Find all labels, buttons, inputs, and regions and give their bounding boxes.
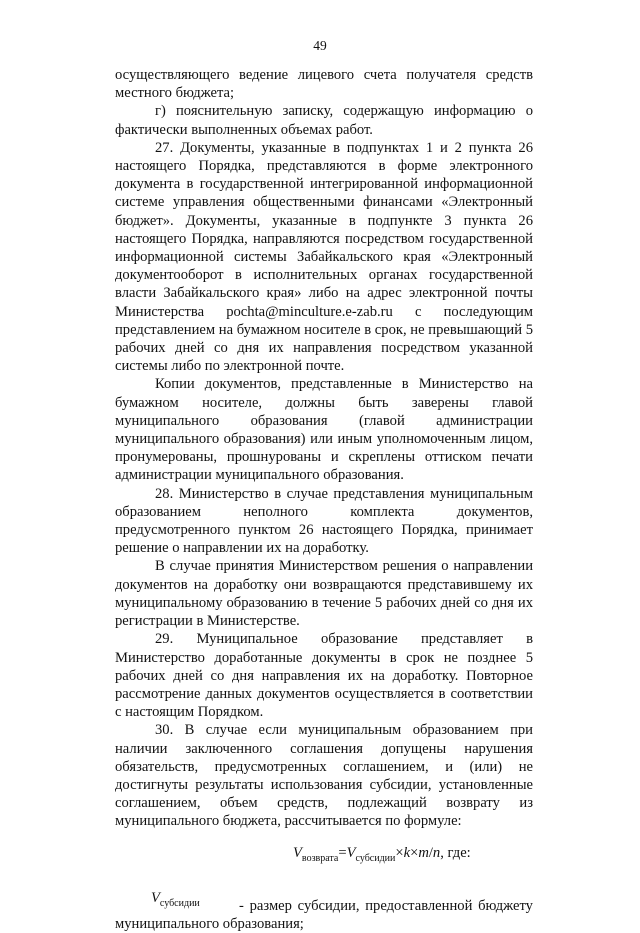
- formula-v-subsidy: V: [346, 844, 356, 861]
- paragraph-continuation: осуществляющего ведение лицевого счета получателя средств местного бюджета;: [115, 67, 533, 102]
- formula-v-return: V: [293, 844, 302, 861]
- document-body: [115, 66, 533, 933]
- paragraph-28: 28. Министерство в случае представления муниципальным образованием неполного комплекта документов, предусмотренного пунктом 26 настоящего Порядка, принимает решение о направлении их на доработку.: [115, 485, 533, 557]
- definition-symbol-sub: субсидии: [159, 897, 200, 909]
- formula-times-2: ×: [410, 844, 419, 861]
- definition-symbol-letter: V: [151, 889, 160, 906]
- paragraph-27: 27. Документы, указанные в подпунктах 1 и 2 пункта 26 настоящего Порядка, представляются в форме электронного документа в государственной интегрированной информационной системе управления общественными финансами «Электронный бюджет». Документы, указанные в подпункте 3 пункта 26 настоящего Порядка, направляются посредством государственной информационной системы Забайкальского края «Электронный документооборот в исполнительных органах государственной власти Забайкальского края» либо на адрес электронной почты Министерства pochta@minculture.e-zab.ru с последующим представлением на бумажном носителе в срок, не превышающий 5 рабочих дней со дня их направления посредством указанной системы либо по электронной почте.: [115, 139, 533, 375]
- paragraph-29: 29. Муниципальное образование представляет в Министерство доработанные документы в срок не позднее 5 рабочих дней со дня направления их на доработку. Повторное рассмотрение данных документов осуществляется в соответствии с настоящим Порядком.: [115, 631, 533, 721]
- formula-tail: , где:: [440, 844, 471, 861]
- formula-n: n: [432, 844, 441, 861]
- formula-slash: /: [428, 844, 433, 861]
- definition-continuation: муниципального образования;: [115, 915, 304, 932]
- paragraph-30: 30. В случае если муниципальным образованием при наличии заключенного соглашения допущены нарушения обязательств, предусмотренных соглашением, и (или) не достигнуты результаты использования субсидии, установленные соглашением, объем средств, подлежащий возврату из муниципального бюджета, рассчитывается по формуле:: [115, 722, 533, 830]
- definition-dash: -: [239, 897, 244, 914]
- return-formula: [115, 845, 533, 875]
- formula-m: m: [418, 844, 429, 861]
- paragraph-28-return: В случае принятия Министерством решения о направлении документов на доработку они возвращаются представившему их муниципальному образованию в течение 5 рабочих дней со дня их регистрации в Министерстве.: [115, 558, 533, 630]
- formula-sub-subsidy: субсидии: [355, 852, 396, 864]
- formula-k: k: [403, 844, 411, 861]
- formula-equals: =: [338, 844, 347, 861]
- formula-sub-return: возврата: [301, 852, 339, 864]
- formula-times-1: ×: [395, 844, 404, 861]
- page-number: 49: [313, 38, 327, 53]
- definition-text: [115, 897, 533, 915]
- paragraph-item-g: г) пояснительную записку, содержащую информацию о фактически выполненных объемах работ.: [115, 103, 533, 138]
- paragraph-27-copies: Копии документов, представленные в Министерство на бумажном носителе, должны быть заверены главой муниципального образования (главой администрации муниципального образования) или иным уполномоченным лицом, пронумерованы, прошнурованы и скреплены оттиском печати администрации муниципального образования.: [115, 376, 533, 484]
- definition-rest: размер субсидии, предоставленной бюджету: [249, 897, 533, 914]
- variable-definition: [115, 889, 533, 933]
